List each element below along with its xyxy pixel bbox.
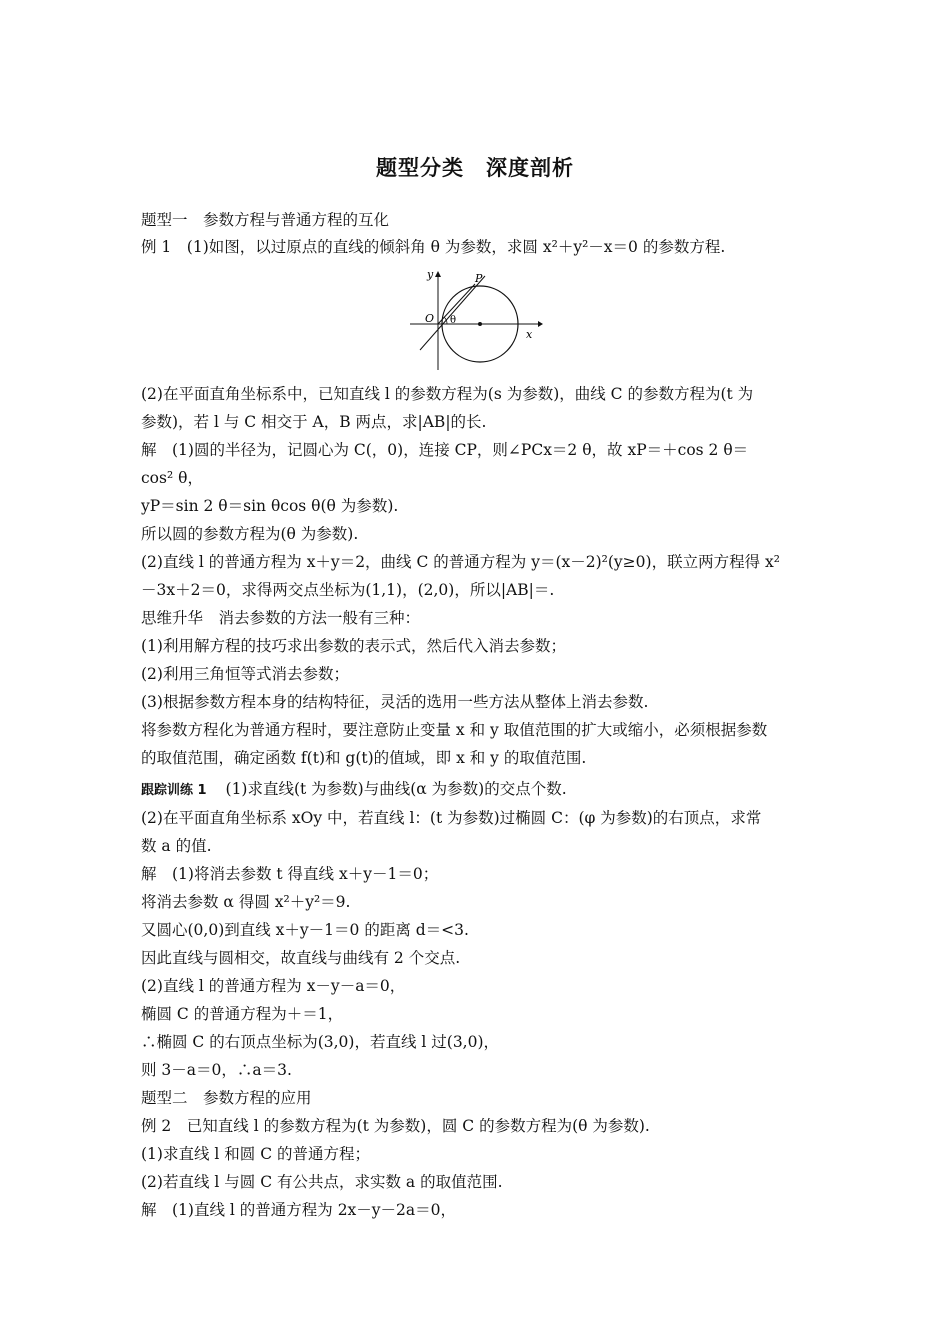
solution-1-line-2: cos² θ， (141, 469, 203, 487)
example-1-question: 例 1 (1)如图，以过原点的直线的倾斜角 θ 为参数，求圆 x²＋y²－x＝0 的参数方程. (141, 238, 726, 256)
solution-1-line-1: 解 (1)圆的半径为，记圆心为 C(，0)，连接 CP，则∠PCx＝2 θ，故 xP＝＋cos 2 θ＝ (141, 441, 749, 459)
summary-item-1: (1)利用解方程的技巧求出参数的表示式，然后代入消去参数； (141, 637, 566, 655)
training-solution-line-1: 解 (1)将消去参数 t 得直线 x＋y－1＝0； (141, 865, 439, 883)
section-heading-2: 题型二 参数方程的应用 (141, 1089, 312, 1107)
summary-item-3: (3)根据参数方程本身的结构特征，灵活的选用一些方法从整体上消去参数. (141, 693, 649, 711)
summary-item-2: (2)利用三角恒等式消去参数； (141, 665, 349, 683)
solution-1-line-3: yP＝sin 2 θ＝sin θcos θ(θ 为参数). (141, 497, 399, 515)
angle-theta-label: θ (450, 315, 457, 326)
training-1-question-2-cont: 数 a 的值. (141, 837, 212, 855)
example-2-solution-1: 解 (1)直线 l 的普通方程为 2x－y－2a＝0， (141, 1201, 457, 1219)
section-heading-1: 题型一 参数方程与普通方程的互化 (141, 211, 390, 229)
circle-figure (405, 268, 545, 373)
training-label: 跟踪训练 1 (141, 783, 207, 798)
example-2-question: 例 2 已知直线 l 的参数方程为(t 为参数)，圆 C 的参数方程为(θ 为参数). (141, 1117, 650, 1135)
section-title: 题型分类 深度剖析 (376, 156, 574, 180)
training-solution-line-2: 将消去参数 α 得圆 x²＋y²＝9. (141, 893, 351, 911)
solution-1-line-6: －3x＋2＝0，求得两交点坐标为(1,1)，(2,0)，所以|AB|＝. (141, 581, 555, 599)
training-solution-line-4: 因此直线与圆相交，故直线与曲线有 2 个交点. (141, 949, 461, 967)
training-solution-line-6: 椭圆 C 的普通方程为＋＝1， (141, 1005, 344, 1023)
summary-heading: 思维升华 消去参数的方法一般有三种： (141, 609, 421, 627)
training-1-question-1 (141, 779, 567, 801)
point-p-label: P (475, 272, 483, 285)
example-1-part-2-cont: 参数)，若 l 与 C 相交于 A，B 两点，求|AB|的长. (141, 413, 487, 431)
training-1-question-2: (2)在平面直角坐标系 xOy 中，若直线 l：(t 为参数)过椭圆 C：(φ 为参数)的右顶点，求常 (141, 809, 762, 827)
summary-note-1: 将参数方程化为普通方程时，要注意防止变量 x 和 y 取值范围的扩大或缩小，必须根据参数 (141, 721, 768, 739)
summary-note-2: 的取值范围，确定函数 f(t)和 g(t)的值域，即 x 和 y 的取值范围. (141, 749, 587, 767)
solution-1-line-5: (2)直线 l 的普通方程为 x＋y＝2，曲线 C 的普通方程为 y＝(x－2)²(y≥0)，联立两方程得 x² (141, 553, 780, 571)
training-solution-line-7: ∴椭圆 C 的右顶点坐标为(3,0)，若直线 l 过(3,0)， (141, 1033, 500, 1051)
example-2-part-1: (1)求直线 l 和圆 C 的普通方程； (141, 1145, 370, 1163)
axis-label-x: x (526, 328, 533, 341)
axis-label-y: y (427, 268, 434, 281)
training-solution-line-8: 则 3－a＝0，∴a＝3. (141, 1061, 292, 1079)
example-2-part-2: (2)若直线 l 与圆 C 有公共点，求实数 a 的取值范围. (141, 1173, 503, 1191)
origin-label: O (425, 312, 435, 325)
training-question-1-text: (1)求直线(t 为参数)与曲线(α 为参数)的交点个数. (225, 780, 567, 798)
training-solution-line-5: (2)直线 l 的普通方程为 x－y－a＝0， (141, 977, 406, 995)
training-solution-line-3: 又圆心(0,0)到直线 x＋y－1＝0 的距离 d＝<3. (141, 921, 469, 939)
example-1-part-2: (2)在平面直角坐标系中，已知直线 l 的参数方程为(s 为参数)，曲线 C 的参数方程为(t 为 (141, 385, 754, 403)
solution-1-line-4: 所以圆的参数方程为(θ 为参数). (141, 525, 359, 543)
